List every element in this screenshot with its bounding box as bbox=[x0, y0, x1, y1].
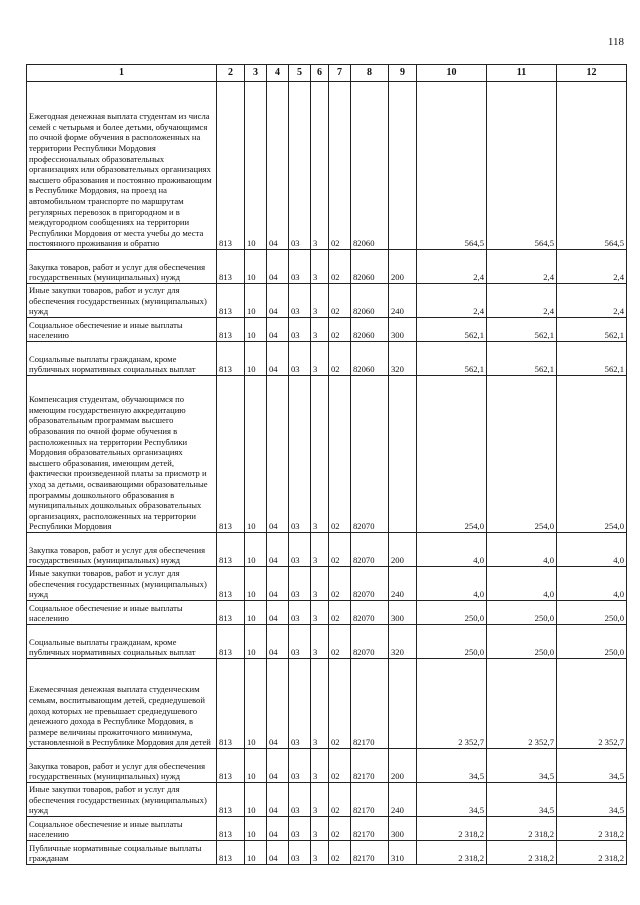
cell-c11: 2 318,2 bbox=[487, 841, 557, 865]
cell-c3: 10 bbox=[245, 817, 267, 841]
cell-c8: 82070 bbox=[351, 625, 389, 659]
cell-c11: 2 318,2 bbox=[487, 817, 557, 841]
cell-c3: 10 bbox=[245, 841, 267, 865]
row-description: Публичные нормативные социальные выплаты гражданам bbox=[27, 841, 217, 865]
cell-c6: 3 bbox=[311, 659, 329, 749]
cell-c7: 02 bbox=[329, 82, 351, 250]
column-header-1: 1 bbox=[27, 65, 217, 82]
cell-c7: 02 bbox=[329, 318, 351, 342]
cell-c10: 2 318,2 bbox=[417, 841, 487, 865]
cell-c5: 03 bbox=[289, 601, 311, 625]
cell-c3: 10 bbox=[245, 284, 267, 318]
cell-c7: 02 bbox=[329, 250, 351, 284]
cell-c8: 82170 bbox=[351, 783, 389, 817]
cell-c2: 813 bbox=[217, 318, 245, 342]
cell-c8: 82060 bbox=[351, 250, 389, 284]
row-description: Компенсация студентам, обучающимся по имеющим государственную аккредитацию образовательным программам высшего образования по очной форме обучения в расположенных на территории Республики Мордовия образовательных организациях высшего образования, имеющим детей, фактически произведенной платы за присмотр и уход за детьми, осваивающими образовательные программы дошкольного образования в муниципальных дошкольных образовательных организациях, расположенных на территории Республики Мордовия bbox=[27, 376, 217, 533]
cell-c11: 4,0 bbox=[487, 567, 557, 601]
column-header-8: 8 bbox=[351, 65, 389, 82]
cell-c3: 10 bbox=[245, 342, 267, 376]
cell-c11: 2,4 bbox=[487, 284, 557, 318]
cell-c2: 813 bbox=[217, 601, 245, 625]
table-row bbox=[27, 841, 627, 865]
cell-c8: 82060 bbox=[351, 342, 389, 376]
cell-c6: 3 bbox=[311, 625, 329, 659]
table-row bbox=[27, 749, 627, 783]
cell-c2: 813 bbox=[217, 841, 245, 865]
cell-c9: 310 bbox=[389, 841, 417, 865]
cell-c6: 3 bbox=[311, 284, 329, 318]
row-description: Ежемесячная денежная выплата студенческим семьям, воспитывающим детей, среднедушевой доход которых не превышает среднедушевого денежного дохода в Республике Мордовия, в размере величины прожиточного минимума, установленной в Республике Мордовия для детей bbox=[27, 659, 217, 749]
cell-c3: 10 bbox=[245, 533, 267, 567]
cell-c8: 82170 bbox=[351, 659, 389, 749]
cell-c2: 813 bbox=[217, 783, 245, 817]
cell-c5: 03 bbox=[289, 318, 311, 342]
row-description: Социальные выплаты гражданам, кроме публичных нормативных социальных выплат bbox=[27, 342, 217, 376]
cell-c4: 04 bbox=[267, 659, 289, 749]
table-row bbox=[27, 250, 627, 284]
row-description: Ежегодная денежная выплата студентам из числа семей с четырьмя и более детьми, обучающимся по очной форме обучения в расположенных на территории Республики Мордовия профессиональных образовательных организациях или образовательных организациях высшего образования и постоянно проживающим в Республике Мордовия, на проезд на автомобильном транспорте по маршрутам регулярных перевозок в пригородном и в междугородном сообщениях на территории Республики Мордовия от места учебы до места постоянного проживания и обратно bbox=[27, 82, 217, 250]
cell-c4: 04 bbox=[267, 817, 289, 841]
table-row bbox=[27, 284, 627, 318]
cell-c3: 10 bbox=[245, 82, 267, 250]
column-header-10: 10 bbox=[417, 65, 487, 82]
cell-c5: 03 bbox=[289, 533, 311, 567]
cell-c7: 02 bbox=[329, 783, 351, 817]
cell-c5: 03 bbox=[289, 250, 311, 284]
cell-c3: 10 bbox=[245, 749, 267, 783]
cell-c8: 82060 bbox=[351, 318, 389, 342]
cell-c6: 3 bbox=[311, 82, 329, 250]
cell-c10: 562,1 bbox=[417, 318, 487, 342]
cell-c5: 03 bbox=[289, 841, 311, 865]
cell-c5: 03 bbox=[289, 783, 311, 817]
cell-c4: 04 bbox=[267, 318, 289, 342]
cell-c6: 3 bbox=[311, 342, 329, 376]
column-header-3: 3 bbox=[245, 65, 267, 82]
column-header-9: 9 bbox=[389, 65, 417, 82]
cell-c10: 34,5 bbox=[417, 783, 487, 817]
row-description: Социальные выплаты гражданам, кроме публичных нормативных социальных выплат bbox=[27, 625, 217, 659]
cell-c8: 82070 bbox=[351, 376, 389, 533]
row-description: Иные закупки товаров, работ и услуг для обеспечения государственных (муниципальных) нужд bbox=[27, 783, 217, 817]
cell-c11: 2,4 bbox=[487, 250, 557, 284]
cell-c9 bbox=[389, 82, 417, 250]
cell-c4: 04 bbox=[267, 625, 289, 659]
cell-c12: 2 352,7 bbox=[557, 659, 627, 749]
cell-c12: 2 318,2 bbox=[557, 841, 627, 865]
cell-c8: 82170 bbox=[351, 817, 389, 841]
cell-c9: 320 bbox=[389, 342, 417, 376]
cell-c11: 562,1 bbox=[487, 318, 557, 342]
cell-c2: 813 bbox=[217, 749, 245, 783]
cell-c11: 562,1 bbox=[487, 342, 557, 376]
cell-c3: 10 bbox=[245, 250, 267, 284]
table-row bbox=[27, 342, 627, 376]
cell-c6: 3 bbox=[311, 318, 329, 342]
cell-c11: 4,0 bbox=[487, 533, 557, 567]
cell-c3: 10 bbox=[245, 376, 267, 533]
table-body bbox=[27, 82, 627, 865]
cell-c9: 200 bbox=[389, 533, 417, 567]
cell-c12: 2,4 bbox=[557, 250, 627, 284]
cell-c6: 3 bbox=[311, 749, 329, 783]
column-header-6: 6 bbox=[311, 65, 329, 82]
budget-table bbox=[26, 64, 627, 865]
cell-c12: 250,0 bbox=[557, 625, 627, 659]
cell-c12: 562,1 bbox=[557, 342, 627, 376]
cell-c9 bbox=[389, 376, 417, 533]
table-row bbox=[27, 376, 627, 533]
row-description: Социальное обеспечение и иные выплаты населению bbox=[27, 817, 217, 841]
cell-c3: 10 bbox=[245, 625, 267, 659]
page-number: 118 bbox=[607, 36, 624, 48]
table-row bbox=[27, 567, 627, 601]
cell-c10: 564,5 bbox=[417, 82, 487, 250]
cell-c6: 3 bbox=[311, 376, 329, 533]
cell-c4: 04 bbox=[267, 342, 289, 376]
cell-c2: 813 bbox=[217, 659, 245, 749]
cell-c4: 04 bbox=[267, 601, 289, 625]
cell-c6: 3 bbox=[311, 841, 329, 865]
column-header-5: 5 bbox=[289, 65, 311, 82]
cell-c11: 34,5 bbox=[487, 749, 557, 783]
cell-c7: 02 bbox=[329, 817, 351, 841]
cell-c12: 254,0 bbox=[557, 376, 627, 533]
cell-c7: 02 bbox=[329, 567, 351, 601]
cell-c2: 813 bbox=[217, 342, 245, 376]
cell-c4: 04 bbox=[267, 567, 289, 601]
cell-c10: 2 352,7 bbox=[417, 659, 487, 749]
cell-c2: 813 bbox=[217, 250, 245, 284]
cell-c12: 250,0 bbox=[557, 601, 627, 625]
cell-c2: 813 bbox=[217, 533, 245, 567]
row-description: Иные закупки товаров, работ и услуг для обеспечения государственных (муниципальных) нужд bbox=[27, 284, 217, 318]
cell-c9: 240 bbox=[389, 783, 417, 817]
cell-c5: 03 bbox=[289, 749, 311, 783]
cell-c5: 03 bbox=[289, 817, 311, 841]
cell-c4: 04 bbox=[267, 250, 289, 284]
column-header-4: 4 bbox=[267, 65, 289, 82]
table-row bbox=[27, 625, 627, 659]
cell-c2: 813 bbox=[217, 567, 245, 601]
cell-c6: 3 bbox=[311, 783, 329, 817]
cell-c11: 250,0 bbox=[487, 625, 557, 659]
column-header-11: 11 bbox=[487, 65, 557, 82]
cell-c3: 10 bbox=[245, 783, 267, 817]
cell-c10: 250,0 bbox=[417, 625, 487, 659]
row-description: Социальное обеспечение и иные выплаты населению bbox=[27, 601, 217, 625]
cell-c12: 34,5 bbox=[557, 783, 627, 817]
cell-c5: 03 bbox=[289, 625, 311, 659]
header-row bbox=[27, 65, 627, 82]
table-row bbox=[27, 659, 627, 749]
table-row bbox=[27, 318, 627, 342]
cell-c7: 02 bbox=[329, 376, 351, 533]
cell-c4: 04 bbox=[267, 82, 289, 250]
cell-c12: 2,4 bbox=[557, 284, 627, 318]
cell-c11: 250,0 bbox=[487, 601, 557, 625]
cell-c8: 82170 bbox=[351, 749, 389, 783]
cell-c7: 02 bbox=[329, 284, 351, 318]
cell-c12: 564,5 bbox=[557, 82, 627, 250]
row-description: Закупка товаров, работ и услуг для обеспечения государственных (муниципальных) нужд bbox=[27, 533, 217, 567]
cell-c9: 200 bbox=[389, 250, 417, 284]
cell-c8: 82170 bbox=[351, 841, 389, 865]
cell-c2: 813 bbox=[217, 376, 245, 533]
cell-c3: 10 bbox=[245, 318, 267, 342]
column-header-2: 2 bbox=[217, 65, 245, 82]
cell-c8: 82060 bbox=[351, 82, 389, 250]
cell-c10: 250,0 bbox=[417, 601, 487, 625]
cell-c7: 02 bbox=[329, 749, 351, 783]
cell-c7: 02 bbox=[329, 601, 351, 625]
cell-c4: 04 bbox=[267, 284, 289, 318]
cell-c7: 02 bbox=[329, 533, 351, 567]
cell-c3: 10 bbox=[245, 567, 267, 601]
cell-c2: 813 bbox=[217, 817, 245, 841]
cell-c7: 02 bbox=[329, 841, 351, 865]
cell-c12: 562,1 bbox=[557, 318, 627, 342]
table-row bbox=[27, 82, 627, 250]
cell-c3: 10 bbox=[245, 659, 267, 749]
cell-c6: 3 bbox=[311, 817, 329, 841]
cell-c4: 04 bbox=[267, 783, 289, 817]
cell-c6: 3 bbox=[311, 250, 329, 284]
table-row bbox=[27, 817, 627, 841]
cell-c12: 34,5 bbox=[557, 749, 627, 783]
cell-c11: 564,5 bbox=[487, 82, 557, 250]
row-description: Иные закупки товаров, работ и услуг для обеспечения государственных (муниципальных) нужд bbox=[27, 567, 217, 601]
cell-c5: 03 bbox=[289, 82, 311, 250]
cell-c9: 200 bbox=[389, 749, 417, 783]
cell-c9: 300 bbox=[389, 817, 417, 841]
cell-c10: 254,0 bbox=[417, 376, 487, 533]
cell-c10: 4,0 bbox=[417, 567, 487, 601]
cell-c5: 03 bbox=[289, 342, 311, 376]
row-description: Закупка товаров, работ и услуг для обеспечения государственных (муниципальных) нужд bbox=[27, 250, 217, 284]
cell-c4: 04 bbox=[267, 841, 289, 865]
cell-c12: 4,0 bbox=[557, 567, 627, 601]
cell-c9: 300 bbox=[389, 601, 417, 625]
cell-c5: 03 bbox=[289, 284, 311, 318]
cell-c5: 03 bbox=[289, 376, 311, 533]
cell-c12: 4,0 bbox=[557, 533, 627, 567]
cell-c10: 2,4 bbox=[417, 284, 487, 318]
row-description: Закупка товаров, работ и услуг для обеспечения государственных (муниципальных) нужд bbox=[27, 749, 217, 783]
cell-c2: 813 bbox=[217, 284, 245, 318]
table-row bbox=[27, 783, 627, 817]
table-row bbox=[27, 533, 627, 567]
cell-c2: 813 bbox=[217, 625, 245, 659]
cell-c6: 3 bbox=[311, 601, 329, 625]
cell-c6: 3 bbox=[311, 533, 329, 567]
cell-c8: 82070 bbox=[351, 533, 389, 567]
cell-c2: 813 bbox=[217, 82, 245, 250]
cell-c8: 82070 bbox=[351, 601, 389, 625]
cell-c4: 04 bbox=[267, 376, 289, 533]
cell-c12: 2 318,2 bbox=[557, 817, 627, 841]
cell-c7: 02 bbox=[329, 342, 351, 376]
cell-c10: 562,1 bbox=[417, 342, 487, 376]
cell-c10: 2 318,2 bbox=[417, 817, 487, 841]
cell-c10: 2,4 bbox=[417, 250, 487, 284]
column-header-12: 12 bbox=[557, 65, 627, 82]
cell-c8: 82070 bbox=[351, 567, 389, 601]
cell-c11: 254,0 bbox=[487, 376, 557, 533]
cell-c5: 03 bbox=[289, 659, 311, 749]
cell-c9: 320 bbox=[389, 625, 417, 659]
row-description: Социальное обеспечение и иные выплаты населению bbox=[27, 318, 217, 342]
cell-c5: 03 bbox=[289, 567, 311, 601]
cell-c10: 34,5 bbox=[417, 749, 487, 783]
cell-c4: 04 bbox=[267, 533, 289, 567]
column-header-7: 7 bbox=[329, 65, 351, 82]
cell-c7: 02 bbox=[329, 625, 351, 659]
cell-c6: 3 bbox=[311, 567, 329, 601]
cell-c8: 82060 bbox=[351, 284, 389, 318]
cell-c9: 240 bbox=[389, 567, 417, 601]
cell-c9: 300 bbox=[389, 318, 417, 342]
table-row bbox=[27, 601, 627, 625]
cell-c11: 2 352,7 bbox=[487, 659, 557, 749]
cell-c11: 34,5 bbox=[487, 783, 557, 817]
cell-c9: 240 bbox=[389, 284, 417, 318]
cell-c7: 02 bbox=[329, 659, 351, 749]
cell-c9 bbox=[389, 659, 417, 749]
cell-c4: 04 bbox=[267, 749, 289, 783]
cell-c10: 4,0 bbox=[417, 533, 487, 567]
cell-c3: 10 bbox=[245, 601, 267, 625]
